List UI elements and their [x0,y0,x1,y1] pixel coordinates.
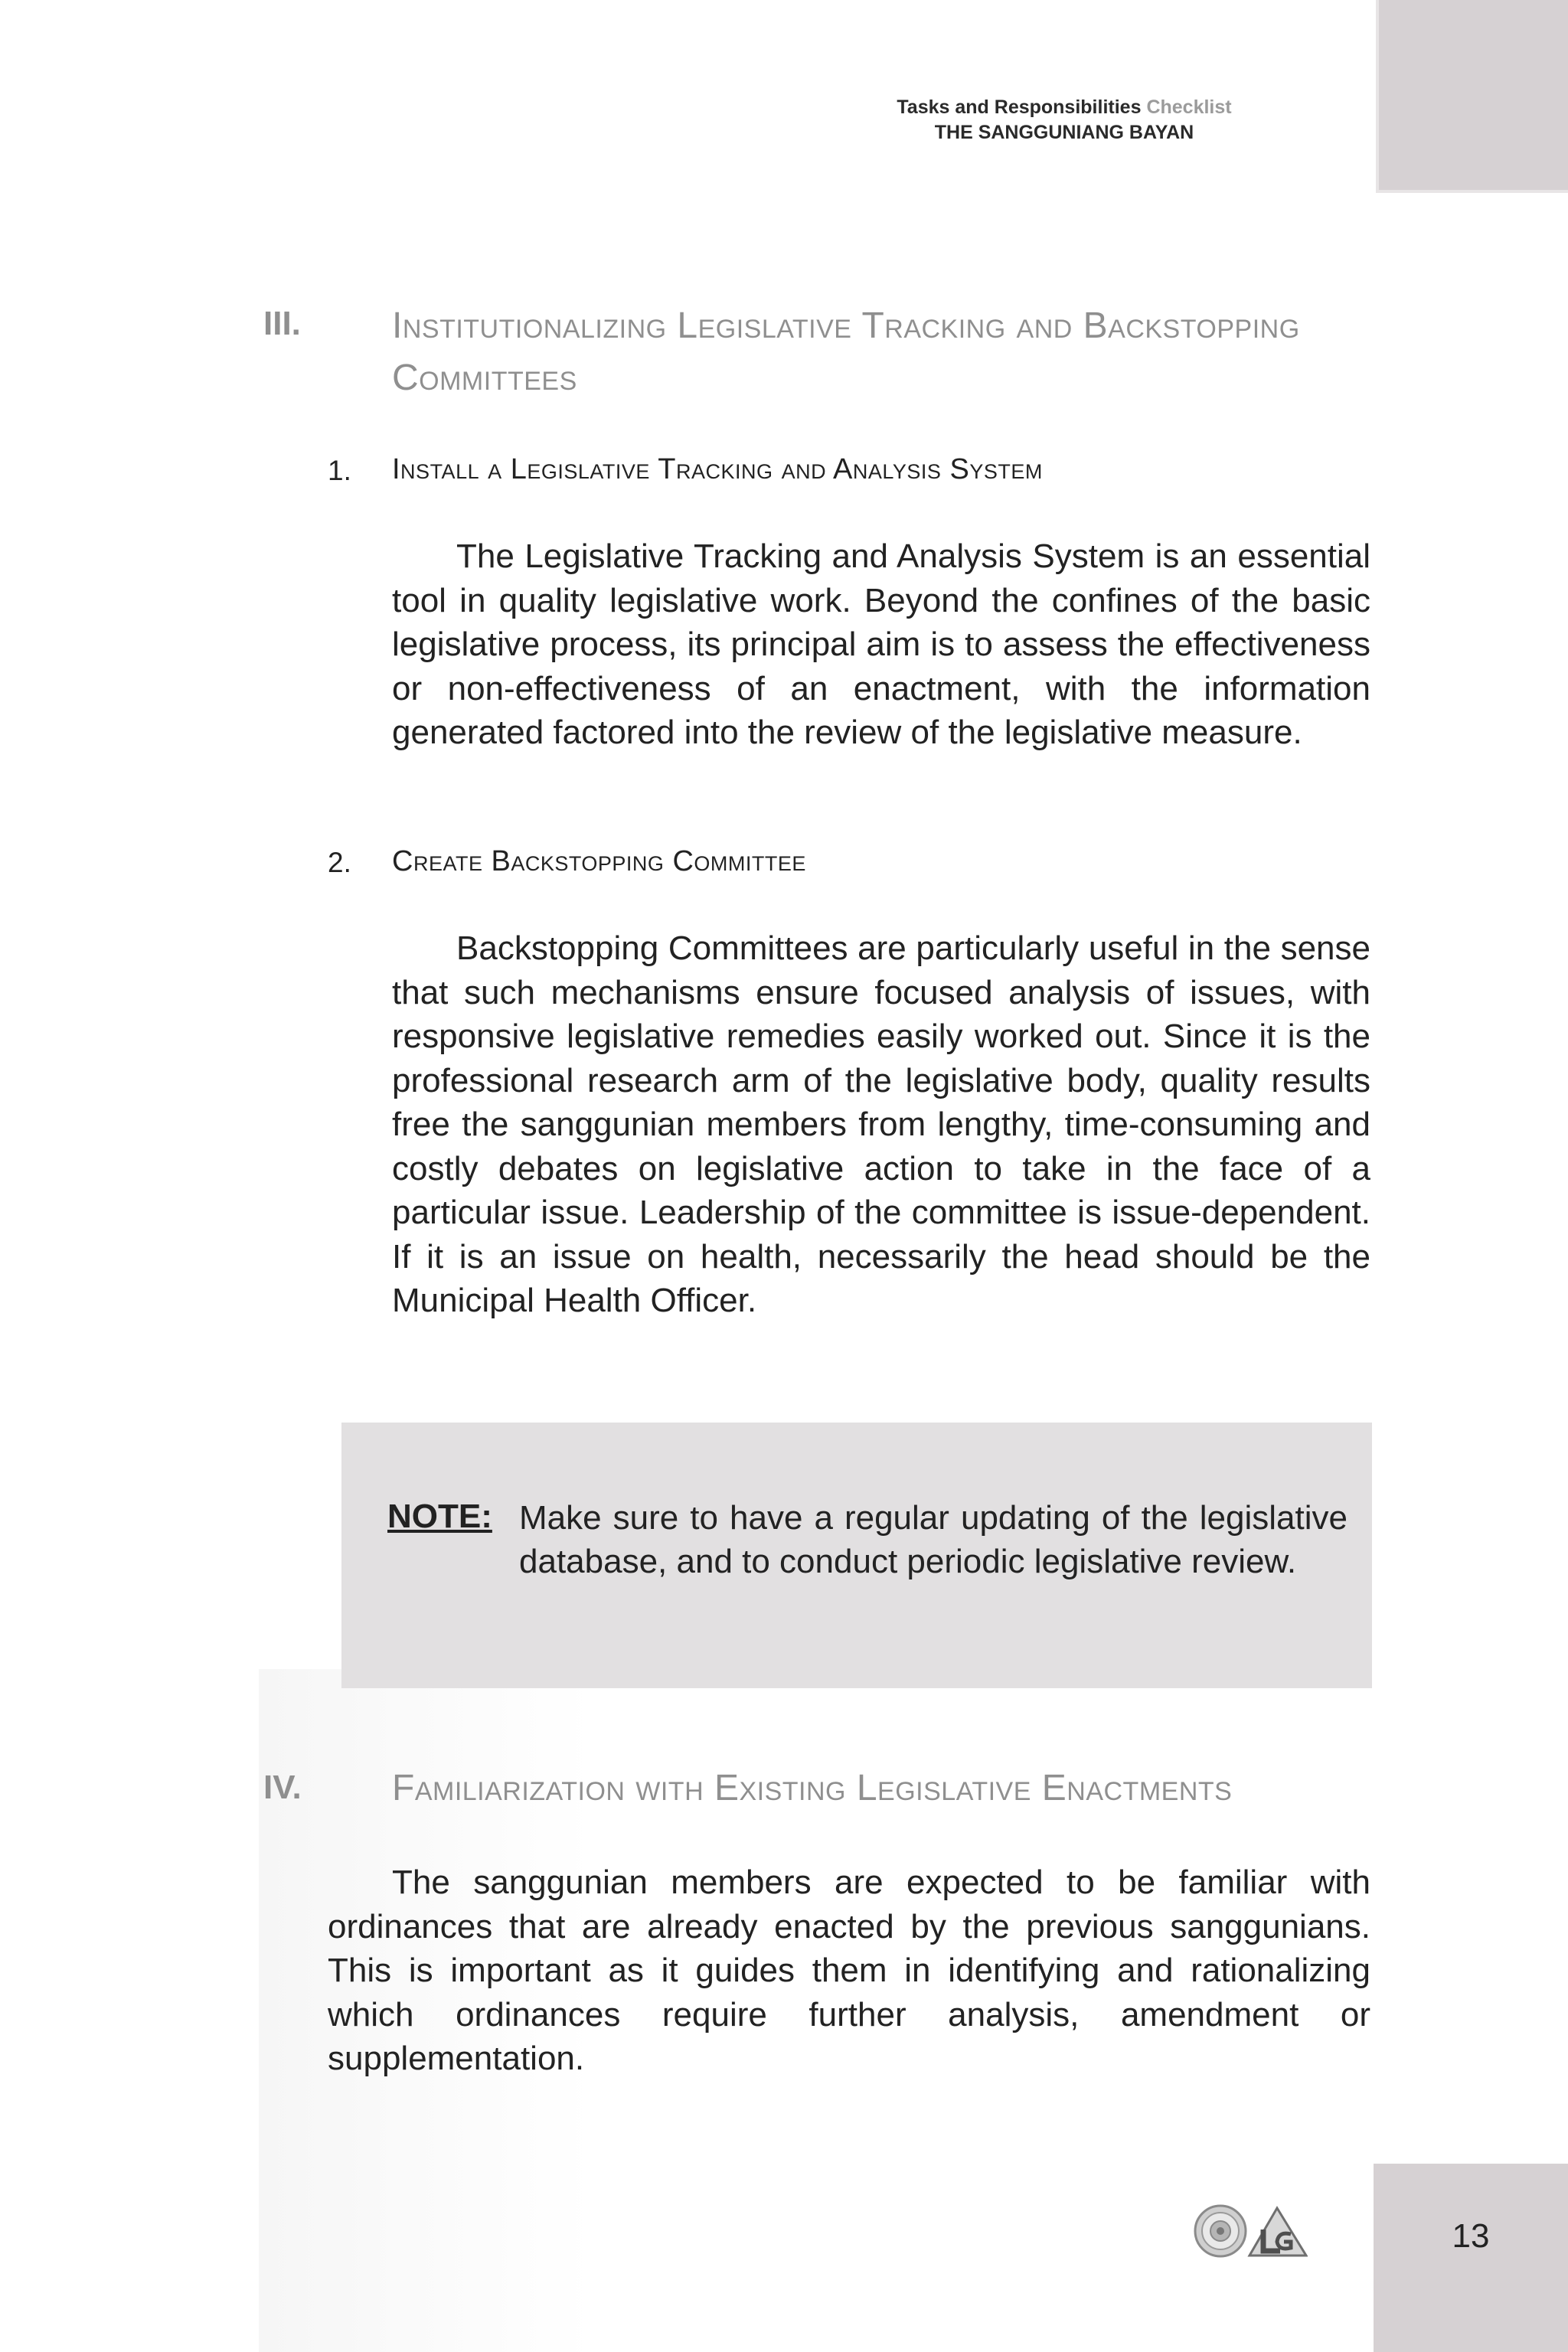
bottom-corner-tab [1374,2164,1568,2352]
note-label: NOTE: [387,1498,492,1535]
section-3-title-line-1: Institutionalizing Legislative Tracking and Backstopping [392,305,1300,346]
top-corner-tab [1376,0,1568,193]
seal-logo-icon [1195,2206,1246,2256]
section-3-title-line-2: Committees [392,358,577,398]
item-1-paragraph: The Legislative Tracking and Analysis System is an essential tool in quality legislative work. Beyond the confines of the basic legislative process, its principal aim is to assess the effectiveness or non-effectiveness of an enactment, with the information generated factored into the review of the legislative measure. [392,537,1370,751]
item-1-number: 1. [328,455,351,486]
section-4-title: Familiarization with Existing Legislative Enactments [392,1768,1233,1808]
section-4-paragraph: The sanggunian members are expected to be familiar with ordinances that are already enacted by the previous sanggunians. This is important as it guides them in identifying and rationalizing which ordinances require further analysis, amendment or supplementation. [328,1864,1370,2077]
section-4-number: IV. [263,1769,302,1806]
header-title: Tasks and Responsibilities [897,96,1142,118]
lga-logo-icon [1250,2208,1306,2256]
item-2-title: Create Backstopping Committee [392,845,806,877]
header-line-1 [842,95,1286,120]
section-3-title [392,300,1387,404]
header-line-2: THE SANGGUNIANG BAYAN [934,122,1194,143]
page-number: 13 [1452,2217,1490,2255]
note-text: Make sure to have a regular updating of the legislative database, and to conduct periodic legislative review. [519,1499,1348,1580]
footer-logos [1193,2203,1308,2259]
section-3-number: III. [263,305,301,342]
running-header [842,95,1286,145]
item-2-paragraph: Backstopping Committees are particularly useful in the sense that such mechanisms ensure focused analysis of issues, with responsive legislative remedies easily worked out. Since it is the professional research arm of the legislative body, quality results free the sanggunian members from lengthy, time-consuming and costly debates on legislative action to take in the face of a particular issue. Leadership of the committee is issue-dependent. If it is an issue on health, necessarily the head should be the Municipal Health Officer. [392,929,1370,1319]
item-2-number: 2. [328,847,351,878]
header-checklist: Checklist [1146,96,1232,118]
item-1-title: Install a Legislative Tracking and Analysis System [392,453,1043,485]
